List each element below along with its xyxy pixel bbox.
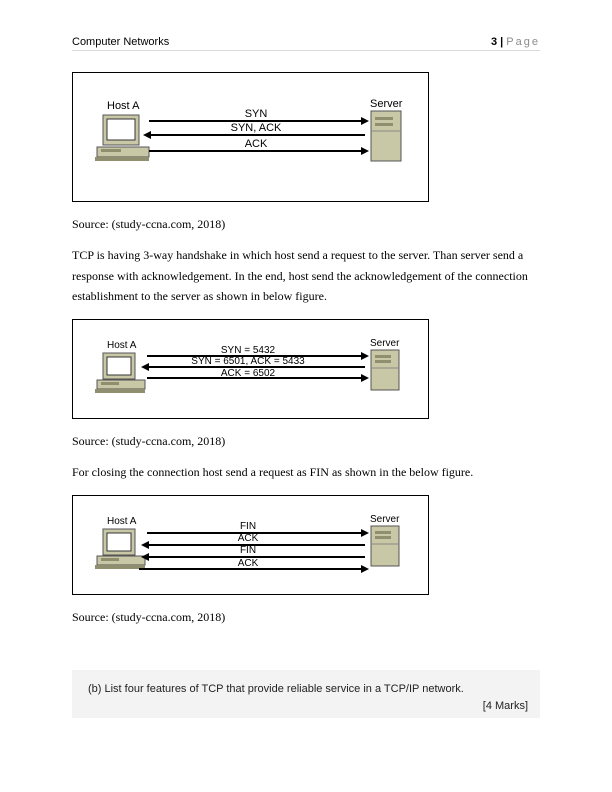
figure-sequence-numbers	[72, 319, 429, 419]
page-number: 3	[490, 36, 498, 48]
figure-handshake	[72, 72, 429, 202]
host-label: Host A	[107, 516, 137, 527]
page-header	[72, 34, 540, 51]
figure-termination	[72, 495, 429, 595]
msg-label-4: ACK	[237, 558, 259, 569]
document-title: Computer Networks	[72, 36, 170, 48]
figure-source: Source: (study-ccna.com, 2018)	[72, 434, 226, 448]
msg-label-2: ACK	[237, 533, 259, 544]
figure-source: Source: (study-ccna.com, 2018)	[72, 610, 226, 624]
handshake-diagram	[73, 73, 428, 201]
computer-icon	[95, 115, 149, 161]
figure-source: Source: (study-ccna.com, 2018)	[72, 217, 226, 231]
question-block	[72, 670, 540, 718]
computer-icon	[95, 529, 145, 569]
server-icon	[371, 350, 399, 390]
paragraph-closing: For closing the connection host send a request as FIN as shown in the below figure.	[72, 465, 474, 479]
question-text: (b) List four features of TCP that provide reliable service in a TCP/IP network.	[88, 683, 464, 695]
page-indicator	[491, 36, 540, 48]
msg-label-2: SYN, ACK	[230, 122, 282, 134]
server-label: Server	[370, 338, 400, 349]
server-icon	[371, 526, 399, 566]
msg-label-1: SYN = 5432	[220, 345, 276, 356]
msg-label-1: FIN	[239, 521, 257, 532]
server-label: Server	[370, 98, 403, 110]
msg-label-1: SYN	[244, 108, 268, 120]
host-label: Host A	[107, 100, 140, 112]
question-marks: [4 Marks]	[482, 700, 528, 712]
sequence-diagram	[73, 320, 428, 418]
msg-label-3: FIN	[239, 545, 257, 556]
host-label: Host A	[107, 340, 137, 351]
server-icon	[371, 111, 401, 161]
page-separator: |	[500, 36, 504, 48]
msg-label-3: ACK	[244, 138, 268, 150]
msg-label-2: SYN = 6501, ACK = 5433	[191, 356, 305, 367]
termination-diagram	[73, 496, 428, 594]
paragraph-handshake: TCP is having 3-way handshake in which host send a request to the server. Than server send a response with acknowledgement. In the end, host send the acknowledgement of the connection establishment to the server as shown in below figure.	[72, 248, 528, 303]
computer-icon	[95, 353, 145, 393]
page-label: Page	[506, 36, 540, 48]
server-label: Server	[370, 514, 400, 525]
msg-label-3: ACK = 6502	[220, 368, 276, 379]
